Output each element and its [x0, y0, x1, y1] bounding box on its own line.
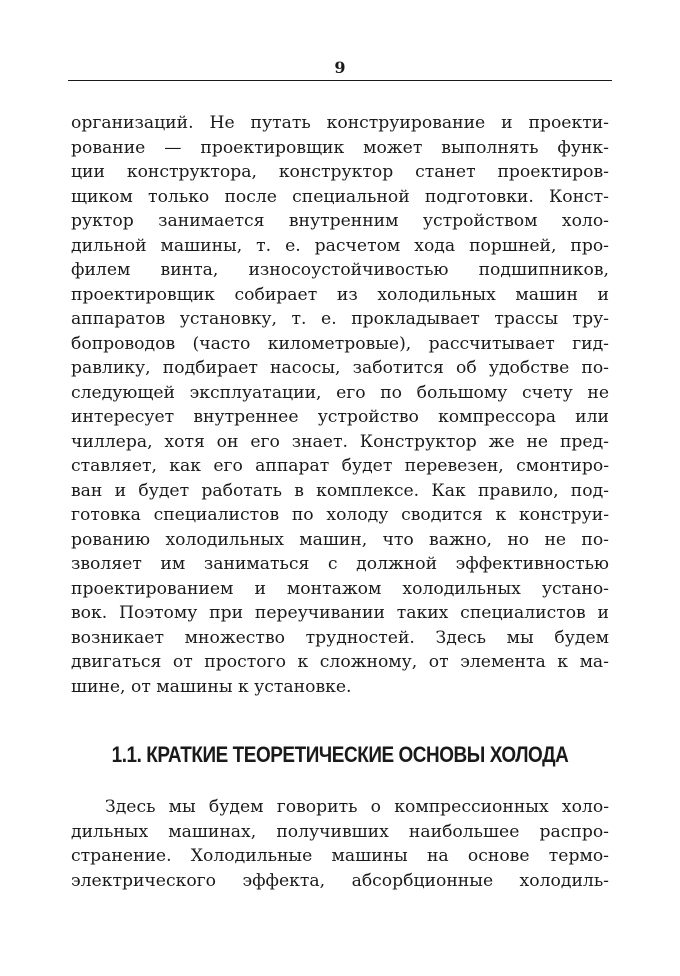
text-line: бопроводов (часто километровые), рассчитывает гид- — [71, 333, 609, 354]
text-line: рование — проектировщик может выполнять функ- — [71, 137, 609, 158]
section-heading: 1.1. КРАТКИЕ ТЕОРЕТИЧЕСКИЕ ОСНОВЫ ХОЛОДА — [111, 742, 569, 767]
text-line: странение. Холодильные машины на основе термо- — [71, 846, 609, 866]
text-line: ван и будет работать в комплексе. Как правило, под- — [71, 480, 609, 501]
text-line: возникает множество трудностей. Здесь мы будем — [71, 627, 609, 648]
text-line: аппаратов установку, т. е. прокладывает трассы тру- — [71, 309, 609, 329]
text-line: шине, от машины к установке. — [71, 676, 352, 697]
text-line: проектированием и монтажом холодильных устано- — [71, 578, 609, 599]
text-line: электрического эффекта, абсорбционные холодиль- — [71, 870, 609, 891]
text-line: чиллера, хотя он его знает. Конструктор же не пред- — [71, 431, 609, 452]
text-line: Здесь мы будем говорить о компрессионных холо- — [105, 797, 609, 817]
text-line: следующей эксплуатации, его по большому счету не — [71, 382, 609, 403]
page-number: 9 — [334, 58, 346, 77]
text-line: щиком только после специальной подготовки. Конст- — [71, 186, 609, 207]
text-line: организаций. Не путать конструирование и проекти- — [71, 113, 609, 133]
text-line: равлику, подбирает насосы, заботится об удобстве по- — [71, 358, 609, 378]
text-line: двигаться от простого к сложному, от элемента к ма- — [71, 652, 609, 672]
text-line: дильной машины, т. е. расчетом хода поршней, про- — [71, 235, 609, 256]
text-line: руктор занимается внутренним устройством холо- — [71, 211, 609, 231]
text-line: проектировщик собирает из холодильных машин и — [71, 284, 609, 305]
text-line: ставляет, как его аппарат будет перевезен, смонтиро- — [71, 456, 609, 476]
text-line: зволяет им заниматься с должной эффективностью — [71, 554, 609, 574]
header-rule — [68, 80, 612, 81]
text-line: дильных машинах, получивших наибольшее распро- — [71, 821, 609, 842]
text-line: рованию холодильных машин, что важно, но не по- — [71, 529, 609, 550]
text-line: ции конструктора, конструктор станет проектиров- — [71, 162, 609, 182]
text-line: филем винта, износоустойчивостью подшипников, — [71, 260, 609, 280]
text-line: интересует внутреннее устройство компрессора или — [71, 407, 609, 427]
text-line: вок. Поэтому при переучивании таких специалистов и — [71, 603, 609, 623]
paragraph-1 — [71, 111, 609, 699]
text-line: готовка специалистов по холоду сводится к конструи- — [71, 505, 609, 525]
paragraph-2 — [71, 795, 609, 893]
